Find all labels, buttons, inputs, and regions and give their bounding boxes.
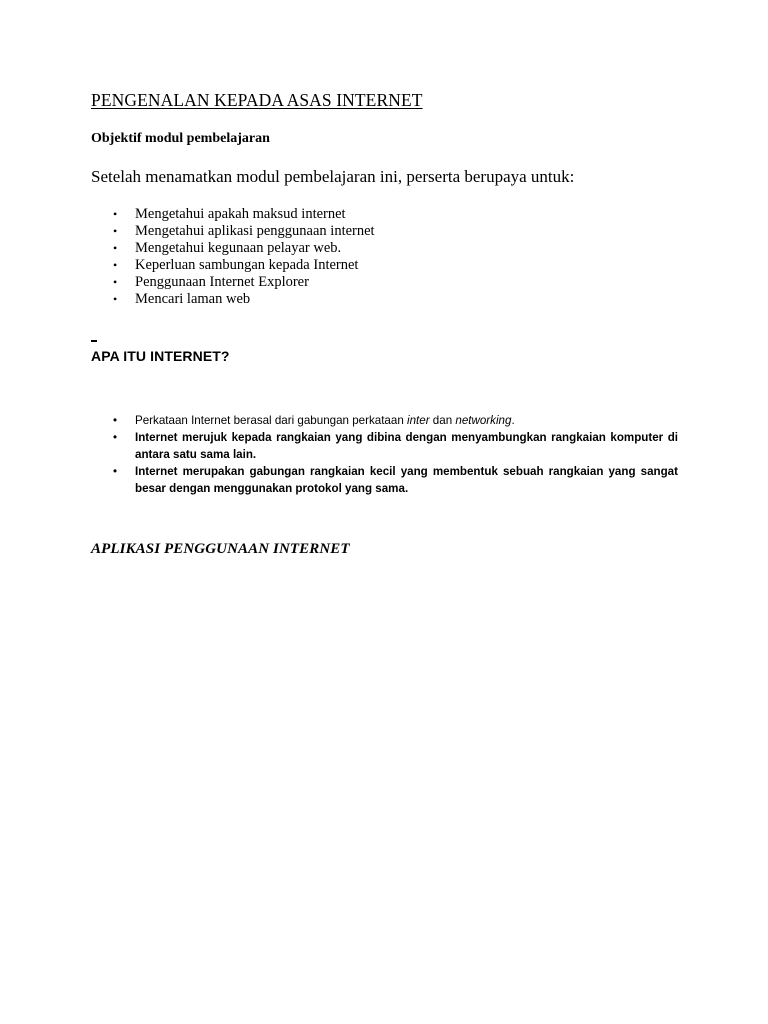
list-item — [113, 291, 375, 308]
section-heading-aplikasi: APLIKASI PENGGUNAAN INTERNET — [91, 541, 350, 557]
bullet-icon: • — [113, 275, 118, 289]
fact-text-part: . — [511, 414, 515, 427]
list-item — [113, 429, 678, 463]
list-item — [113, 274, 375, 291]
fact-text: Internet merupakan gabungan rangkaian kecil yang membentuk sebuah rangkaian yang sangat besar dengan menggunakan protokol yang sama. — [135, 465, 678, 495]
fact-emphasis-networking: networking — [455, 414, 512, 427]
list-item — [113, 223, 375, 240]
objective-text: Mengetahui apakah maksud internet — [135, 206, 346, 222]
bullet-icon: • — [113, 258, 118, 272]
list-item — [113, 206, 375, 223]
objectives-list — [113, 206, 375, 308]
bullet-icon: • — [113, 224, 118, 238]
bullet-icon: • — [113, 414, 118, 427]
objective-text: Mengetahui kegunaan pelayar web. — [135, 240, 342, 256]
objective-text: Penggunaan Internet Explorer — [135, 274, 309, 290]
list-item — [113, 463, 678, 497]
list-item — [113, 412, 678, 429]
fact-text-part: Perkataan Internet berasal dari gabungan perkataan — [135, 414, 408, 427]
objective-text: Mencari laman web — [135, 291, 251, 307]
bullet-icon: • — [113, 207, 118, 221]
section-heading-apa-itu-internet: APA ITU INTERNET? — [91, 348, 230, 364]
fact-emphasis-inter: inter — [407, 414, 430, 427]
bullet-icon: • — [113, 241, 118, 255]
stray-dash-mark — [91, 340, 97, 342]
fact-text: Internet merujuk kepada rangkaian yang dibina dengan menyambungkan rangkaian komputer di antara satu sama lain. — [135, 431, 678, 461]
list-item — [113, 240, 375, 257]
bullet-icon: • — [113, 292, 118, 306]
intro-paragraph: Setelah menamatkan modul pembelajaran ini, perserta berupaya untuk: — [91, 167, 575, 186]
document-title: PENGENALAN KEPADA ASAS INTERNET — [91, 90, 423, 110]
bullet-icon: • — [113, 431, 118, 444]
list-item — [113, 257, 375, 274]
fact-text-part: dan — [429, 414, 456, 427]
internet-facts-list — [113, 412, 678, 497]
objectives-subtitle: Objektif modul pembelajaran — [91, 131, 270, 146]
objective-text: Keperluan sambungan kepada Internet — [135, 257, 359, 273]
bullet-icon: • — [113, 465, 118, 478]
objective-text: Mengetahui aplikasi penggunaan internet — [135, 223, 375, 239]
